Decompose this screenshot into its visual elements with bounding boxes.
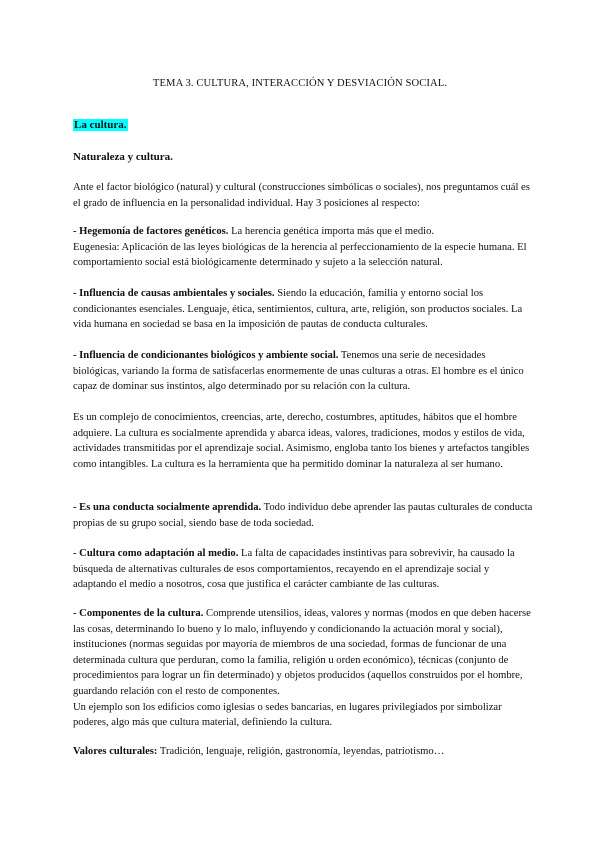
paragraph-text: Un ejemplo son los edificios como iglesias o sedes bancarias, en lugares privilegiados por simbolizar poderes, algo más que cultura material, definiendo la cultura. (73, 701, 502, 729)
paragraph-values (73, 744, 533, 760)
paragraph-definition: Es un complejo de conocimientos, creencias, arte, derecho, costumbres, aptitudes, hábitos que el hombre adquiere. La cultura es socialmente aprendida y abarca ideas, valores, tradiciones, modos y estilos de vida, actividades transmitidas por el aprendizaje social. Asimismo, engloba tanto los bienes y artefactos tangibles como intangibles. La cultura es la herramienta que ha permitido dominar la naturaleza al ser humano. (73, 412, 530, 470)
paragraph-biological-social (73, 348, 533, 395)
paragraph-learned (73, 500, 533, 531)
section-heading-block (73, 118, 533, 134)
paragraph-genetic (73, 224, 533, 271)
paragraph-lead: - Cultura como adaptación al medio. (73, 548, 239, 559)
page-title: TEMA 3. CULTURA, INTERACCIÓN Y DESVIACIÓN SOCIAL. (152, 78, 448, 89)
paragraph-environmental (73, 286, 533, 333)
paragraph-text: Eugenesia: Aplicación de las leyes biológicas de la herencia al perfeccionamiento de la especie humana. El comportamiento social está biológicamente determinado y sujeto a la selección natural. (73, 241, 527, 269)
paragraph-lead: Valores culturales: (73, 746, 158, 757)
paragraph-adaptation (73, 546, 533, 593)
paragraph-text: Tenemos una serie de necesidades biológicas, variando la forma de satisfacerlas enormemente de unas culturas a otras. El hombre es el único capaz de dominar sus instintos, algo determinado por su relación con la cultura. (73, 350, 524, 393)
paragraph-text: Comprende utensilios, ideas, valores y normas (modos en que deben hacerse las cosas, determinando lo bueno y lo malo, influyendo y condicionando la actuación moral y social), instituciones (normas seguidas por mayoría de miembros de una sociedad, formas de funcionar de una determinada cultura que perduran, como la familia, religión u orden económico), técnicas (conjunto de procedimientos para lograr un fin determinado) y objetos producidos (aquellos construidos por el hombre, guardando relación con el resto de componentes. (73, 608, 531, 697)
paragraph-text: Tradición, lenguaje, religión, gastronomía, leyendas, patriotismo… (157, 746, 445, 757)
paragraph-text: La herencia genética importa más que el medio. (228, 226, 435, 237)
subheading-block (73, 150, 533, 166)
paragraph-lead: - Componentes de la cultura. (73, 608, 204, 619)
paragraph-text: La falta de capacidades instintivas para sobrevivir, ha causado la búsqueda de alternativas culturales de esos comportamientos, recayendo en el aprendizaje social y adaptando el medio a nosotros, cosa que justifica el carácter cambiante de las culturas. (73, 548, 515, 591)
intro-paragraph: Ante el factor biológico (natural) y cultural (construcciones simbólicas o sociales), nos preguntamos cuál es el grado de influencia en la personalidad individual. Hay 3 posiciones al respecto: (73, 182, 530, 209)
section-heading: La cultura. (74, 119, 127, 131)
paragraph-components (73, 606, 533, 731)
paragraph-lead: - Influencia de causas ambientales y sociales. (73, 288, 275, 299)
paragraph-lead: - Hegemonía de factores genéticos. (73, 226, 229, 237)
paragraph-text: Todo individuo debe aprender las pautas culturales de conducta propias de su grupo social, siendo base de toda sociedad. (73, 502, 533, 529)
subheading: Naturaleza y cultura. (73, 151, 173, 163)
paragraph-lead: - Es una conducta socialmente aprendida. (73, 502, 262, 513)
paragraph-lead: - Influencia de condicionantes biológicos y ambiente social. (73, 350, 339, 361)
paragraph-text: Siendo la educación, familia y entorno social los condicionantes esenciales. Lenguaje, ética, sentimientos, cultura, arte, religión, son productos sociales. La vida humana en sociedad se basa en la imposición de pautas de conducta culturales. (73, 288, 523, 331)
